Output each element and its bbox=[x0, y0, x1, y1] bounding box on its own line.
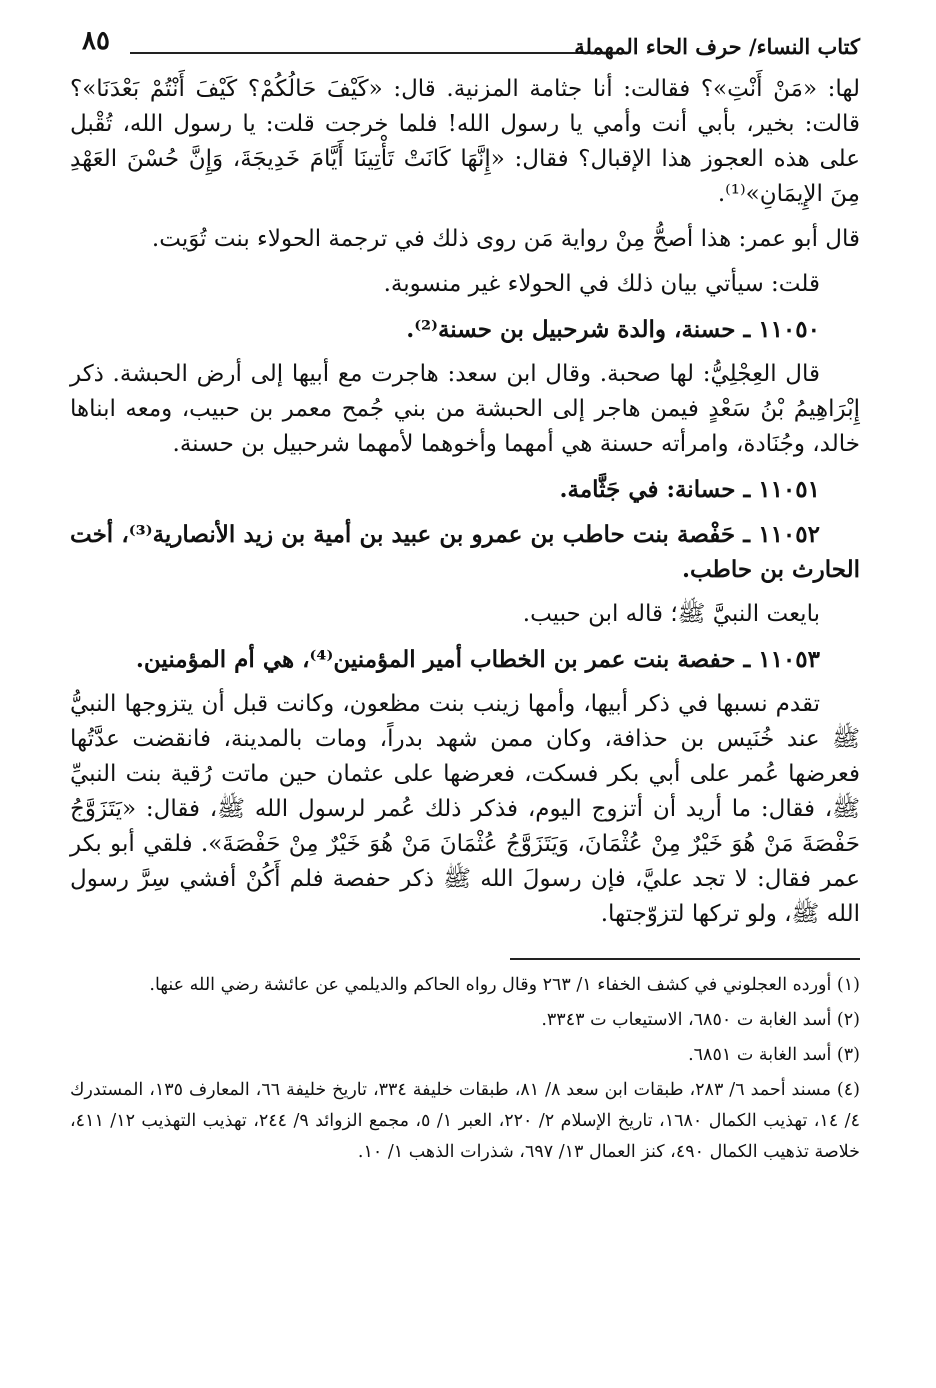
footnote-rule bbox=[510, 958, 860, 960]
page-header bbox=[70, 22, 860, 66]
footnote-4: (٤) مسند أحمد ٦/ ٢٨٣، طبقات ابن سعد ٨/ ٨١، طبقات خليفة ٣٣٤، تاريخ خليفة ٦٦، المعارف ١٣٥، المستدرك ٤/ ١٤، تهذيب الكمال ١٦٨٠، تاريخ الإسلام ٢/ ٢٢٠، العبر ١/ ٥، مجمع الزوائد ٩/ ٢٤٤، تهذيب التهذيب ١٢/ ٤١١، خلاصة تذهيب الكمال ٤٩٠، كنز العمال ١٣/ ٦٩٧، شذرات الذهب ١/ ١٠. bbox=[70, 1080, 860, 1162]
paragraph-1: لها: «مَنْ أَنْتِ»؟ فقالت: أنا جثامة المزنية. قال: «كَيْفَ حَالُكُمْ؟ كَيْفَ أَنْتُمْ بَعْدَنَا»؟ قالت: بخير، بأبي أنت وأمي يا رسول الله! فلما خرجت قلت: يا رسول الله، تُقْبل على هذه العجوز هذا الإقبال؟ فقال: «إِنَّهَا كَانَتْ تَأْتِينَا أَيَّامَ خَدِيجَةَ، وَإِنَّ حُسْنَ العَهْدِ مِنَ الإِيمَانِ»⁽¹⁾. bbox=[70, 76, 860, 207]
footnote-2: (٢) أسد الغابة ت ٦٨٥٠، الاستيعاب ت ٣٣٤٣. bbox=[541, 1010, 860, 1030]
page-number: ٨٥ bbox=[82, 26, 110, 56]
paragraph-2: قال أبو عمر: هذا أصحُّ مِنْ رواية مَن روى ذلك في ترجمة الحولاء بنت تُوَيت. bbox=[151, 226, 860, 252]
entry-11051: ١١٠٥١ ـ حسانة: في جَثَّامة. bbox=[559, 476, 820, 503]
book-page bbox=[70, 22, 860, 1362]
running-title: كتاب النساء/ حرف الحاء المهملة bbox=[574, 34, 860, 59]
paragraph-3: قلت: سيأتي بيان ذلك في الحولاء غير منسوبة. bbox=[383, 271, 820, 297]
footnote-3: (٣) أسد الغابة ت ٦٨٥١. bbox=[688, 1045, 860, 1065]
entry-11052: ١١٠٥٢ ـ حَفْصة بنت حاطب بن عمرو بن عبيد بن أمية بن زيد الأنصارية⁽³⁾، أخت الحارث بن حاطب. bbox=[70, 521, 860, 583]
paragraph-5: قال العِجْلِيُّ: لها صحبة. وقال ابن سعد: هاجرت مع أبيها إلى أرض الحبشة. ذكر إِبْرَاهِيمُ بْنُ سَعْدٍ فيمن هاجر إلى الحبشة من بني جُمح معمر بن حبيب، ومعه ابناها خالد، وجُنَادة، وامرأته حسنة هي أمهما وأخوهما لأمهما شرحبيل بن حسنة. bbox=[70, 361, 860, 457]
entry-11050: ١١٠٥٠ ـ حسنة، والدة شرحبيل بن حسنة⁽²⁾. bbox=[406, 316, 820, 343]
body-text bbox=[70, 72, 860, 932]
footnotes bbox=[70, 970, 860, 1168]
footnote-1: (١) أورده العجلوني في كشف الخفاء ١/ ٢٦٣ وقال رواه الحاكم والديلمي عن عائشة رضي الله عنها. bbox=[149, 975, 860, 995]
paragraph-8: بايعت النبيَّ ﷺ؛ قاله ابن حبيب. bbox=[522, 601, 820, 627]
entry-11053: ١١٠٥٣ ـ حفصة بنت عمر بن الخطاب أمير المؤمنين⁽⁴⁾، هي أم المؤمنين. bbox=[135, 646, 820, 673]
paragraph-10: تقدم نسبها في ذكر أبيها، وأمها زينب بنت مظعون، وكانت قبل أن يتزوجها النبيُّ ﷺ عند خُنَيس بن حذافة، وكان ممن شهد بدراً، ومات بالمدينة، فانقضت عدَّتُها فعرضها عُمر على أبي بكر فسكت، فعرضها على عثمان حين ماتت رُقية بنت النبيِّ ﷺ، فقال: ما أريد أن أتزوج اليوم، فذكر ذلك عُمر لرسول الله ﷺ، فقال: «يَتَزَوَّجُ حَفْصَةَ مَنْ هُوَ خَيْرٌ مِنْ عُثْمَانَ، وَيَتَزَوَّجُ عُثْمَانَ مَنْ هُوَ خَيْرٌ مِنْ حَفْصَةَ». فلقي أبو بكر عمر فقال: لا تجد عليَّ، فإن رسولَ الله ﷺ ذكر حفصة فلم أَكُنْ أفشي سِرَّ رسول الله ﷺ، ولو تركها لتزوّجتها. bbox=[70, 691, 860, 927]
header-rule bbox=[130, 52, 605, 54]
